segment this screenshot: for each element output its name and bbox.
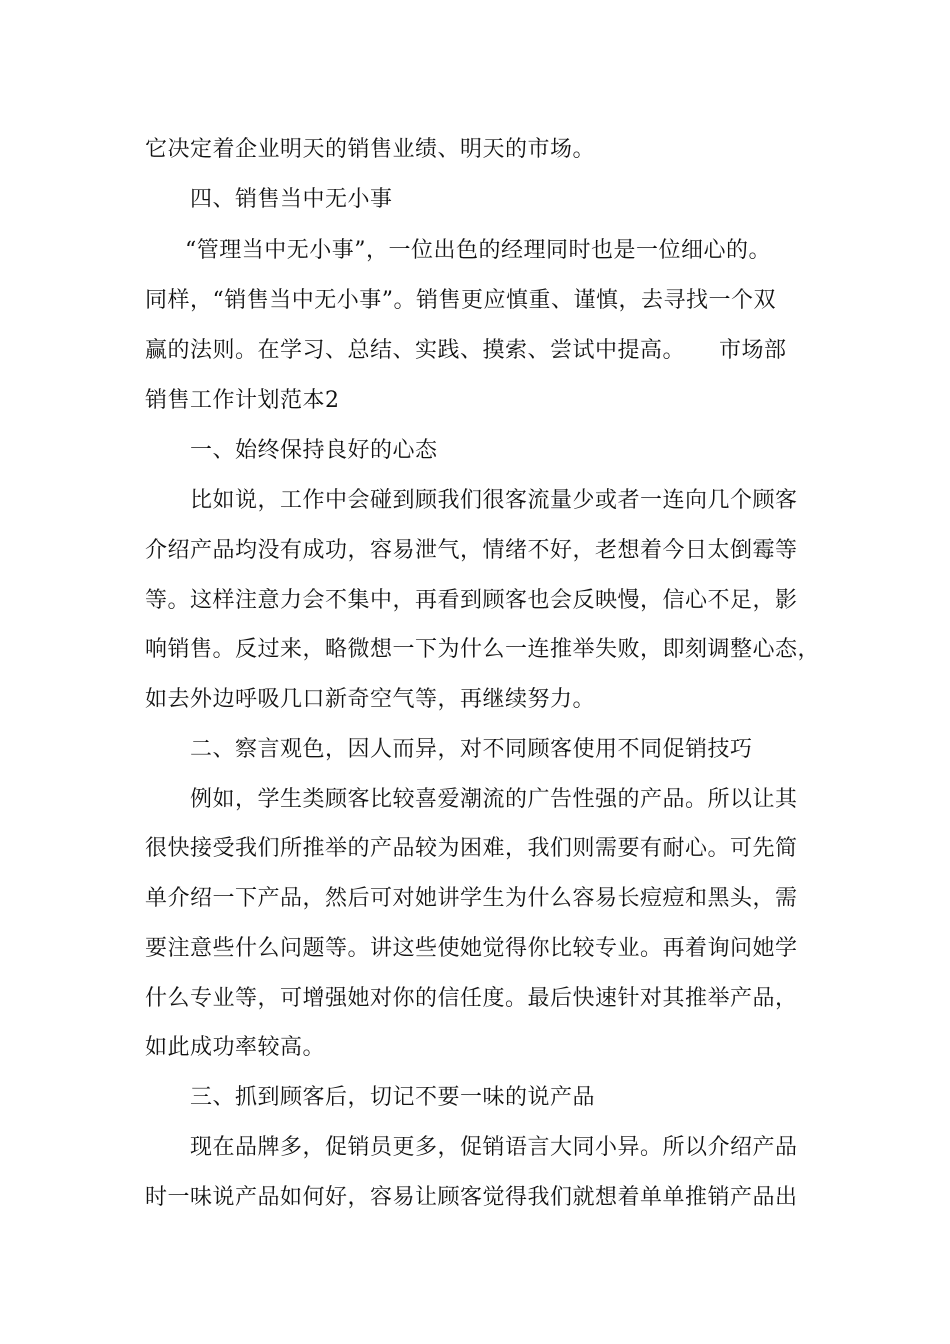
- text-line: 很快接受我们所推举的产品较为困难，我们则需要有耐心。可先简: [145, 836, 798, 861]
- section-heading: 三、抓到顾客后，切记不要一味的说产品: [190, 1085, 596, 1110]
- text-line: “管理当中无小事”，一位出色的经理同时也是一位细心的。: [185, 238, 771, 263]
- section-heading: 一、始终保持良好的心态: [190, 438, 438, 463]
- section-heading: 二、察言观色，因人而异，对不同顾客使用不同促销技巧: [190, 737, 753, 762]
- text-line: 什么专业等，可增强她对你的信任度。最后快速针对其推举产品，: [145, 986, 798, 1011]
- text-line: 如此成功率较高。: [145, 1035, 326, 1060]
- text-line: 同样，“销售当中无小事”。销售更应慎重、谨慎，去寻找一个双: [145, 288, 776, 313]
- text-line: 介绍产品均没有成功，容易泄气，情绪不好，老想着今日太倒霉等: [145, 538, 798, 563]
- text-line: 如去外边呼吸几口新奇空气等，再继续努力。: [145, 687, 596, 712]
- document-title: 销售工作计划范本2: [145, 388, 340, 413]
- text-line: 它决定着企业明天的销售业绩、明天的市场。: [145, 137, 596, 162]
- text-line: 比如说，工作中会碰到顾我们很客流量少或者一连向几个顾客: [190, 488, 798, 513]
- text-line: 时一味说产品如何好，容易让顾客觉得我们就想着单单推销产品出: [145, 1185, 798, 1210]
- section-heading: 四、销售当中无小事: [190, 187, 393, 212]
- text-line: 响销售。反过来，略微想一下为什么一连推举失败，即刻调整心态，: [145, 637, 821, 662]
- text-line: 等。这样注意力会不集中，再看到顾客也会反映慢，信心不足，影: [145, 588, 798, 613]
- text-line: 赢的法则。在学习、总结、实践、摸索、尝试中提高。 市场部: [145, 338, 787, 363]
- text-line: 例如，学生类顾客比较喜爱潮流的广告性强的产品。所以让其: [190, 787, 798, 812]
- text-line: 要注意些什么问题等。讲这些使她觉得你比较专业。再着询问她学: [145, 936, 798, 961]
- text-line: 单介绍一下产品，然后可对她讲学生为什么容易长痘痘和黑头，需: [145, 886, 798, 911]
- text-line: 现在品牌多，促销员更多，促销语言大同小异。所以介绍产品: [190, 1135, 798, 1160]
